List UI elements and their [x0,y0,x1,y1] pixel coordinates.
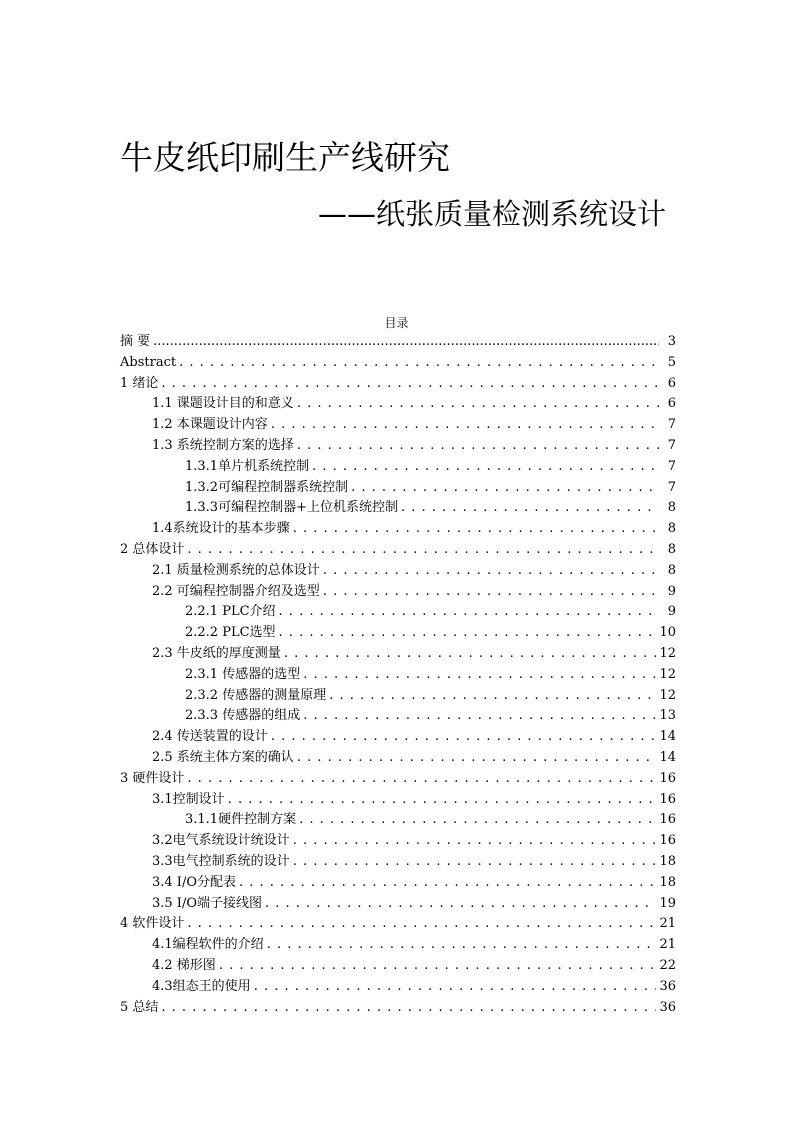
toc-entry-3[interactable] [120,769,676,790]
toc-entry-1[interactable] [120,374,676,395]
document-title: 牛皮纸印刷生产线研究 [120,138,450,177]
toc-entry-title: 2.1 质量检测系统的总体设计 [152,562,320,578]
dot-leader [293,831,657,852]
toc-entry-title: 2 总体设计 [120,541,185,557]
dot-leader [254,977,657,998]
toc-entry-page: 12 [659,645,676,661]
dot-leader [228,790,657,811]
toc-entry-page: 8 [667,562,676,578]
toc-entry-2-2-1[interactable] [120,602,676,623]
toc-entry-page: 21 [659,916,676,932]
toc-entry-page: 19 [659,895,676,911]
dot-leader [284,644,657,665]
dot-leader [187,914,656,935]
toc-entry-page: 7 [667,479,676,495]
dot-leader [299,810,656,831]
toc-entry-3-3[interactable] [120,852,676,873]
toc-entry-page: 5 [667,354,676,370]
dot-leader [303,665,656,686]
toc-entry-2[interactable] [120,540,676,561]
toc-entry-2-3-1[interactable] [120,665,676,686]
toc-entry-page: 8 [667,521,676,537]
dot-leader [297,394,659,415]
toc-entry-1-3-3[interactable] [120,498,676,519]
toc-entry-title: 摘 要 [120,334,151,349]
dot-leader [329,686,656,707]
toc-entry-page: 8 [667,500,676,516]
dot-leader [265,894,656,915]
dot-leader [323,582,659,603]
toc-entry-title: 1.3.2可编程控制器系统控制 [185,479,349,495]
toc-entry-2-2-2[interactable] [120,623,676,644]
dot-leader [279,602,659,623]
toc-entry-4-3[interactable] [120,977,676,998]
toc-entry-3-2[interactable] [120,831,676,852]
toc-entry-3-1-1[interactable] [120,810,676,831]
toc-entry-page: 10 [659,625,676,641]
toc-entry-page: 36 [659,978,676,994]
toc-entry-2-1[interactable] [120,561,676,582]
toc-entry-page: 16 [659,791,676,807]
dot-leader [279,623,657,644]
toc-entry-title: Abstract [120,354,177,370]
toc-entry-title: 4.1编程软件的介绍 [152,937,264,953]
toc-entry-page: 3 [667,334,676,349]
toc-entry-2-2[interactable] [120,582,676,603]
dot-leader [219,956,657,977]
toc-entry-page: 6 [667,396,676,412]
dot-leader [297,436,659,457]
toc-entry-1-3-1[interactable] [120,457,676,478]
toc-entry-title: 1.1 课题设计目的和意义 [152,396,294,412]
toc-entry-page: 21 [659,937,676,953]
toc-entry-title: 1 绪论 [120,375,159,391]
toc-entry-page: 9 [667,583,676,599]
toc-entry-1-1[interactable] [120,394,676,415]
dot-leader [239,873,656,894]
toc-entry-page: 36 [659,999,676,1015]
toc-entry-4[interactable] [120,914,676,935]
dot-leader [297,748,657,769]
toc-entry-title: 3.2电气系统设计统设计 [152,833,290,849]
toc-entry-1-3[interactable] [120,436,676,457]
toc-entry-title: 2.2.1 PLC介绍 [185,604,276,620]
toc-entry-title: 1.2 本课题设计内容 [152,417,268,433]
toc-entry-2-4[interactable] [120,727,676,748]
toc-entry-1-2[interactable] [120,415,676,436]
toc-entry-title: 2.5 系统主体方案的确认 [152,749,294,765]
toc-entry-title: 3.5 I/O端子接线图 [152,895,262,911]
dot-leader [187,769,656,790]
toc-entry-page: 16 [659,812,676,828]
toc-entry-title: 4.3组态王的使用 [152,978,251,994]
toc-entry-page: 12 [659,687,676,703]
toc-entry-page: 18 [659,853,676,869]
toc-entry-page: 7 [667,458,676,474]
toc-entry-2-3-2[interactable] [120,686,676,707]
toc-entry-title: 3.4 I/O分配表 [152,874,236,890]
toc-entry-2-3[interactable] [120,644,676,665]
dot-leader [293,519,659,540]
toc-entry-abstract-cn[interactable] [120,332,676,353]
dot-leader [161,374,659,395]
toc-entry-abstract[interactable] [120,353,676,374]
toc-entry-3-1[interactable] [120,790,676,811]
dot-leader [267,935,657,956]
toc-entry-page: 16 [659,833,676,849]
toc-entry-title: 2.2 可编程控制器介绍及选型 [152,583,320,599]
toc-entry-title: 1.4系统设计的基本步骤 [152,521,290,537]
dot-leader [401,498,659,519]
toc-entry-1-4[interactable] [120,519,676,540]
toc-entry-title: 2.3.1 传感器的选型 [185,666,301,682]
toc-entry-title: 1.3 系统控制方案的选择 [152,437,294,453]
dot-leader [303,706,656,727]
toc-entry-title: 2.2.2 PLC选型 [185,625,276,641]
toc-entry-page: 16 [659,770,676,786]
toc-entry-title: 1.3.3可编程控制器+上位机系统控制 [185,500,398,516]
toc-entry-page: 13 [659,708,676,724]
toc-entry-page: 18 [659,874,676,890]
toc-entry-title: 3.1控制设计 [152,791,225,807]
toc-entry-title: 4.2 梯形图 [152,957,216,973]
dot-leader [271,727,657,748]
toc-entry-title: 2.3.2 传感器的测量原理 [185,687,327,703]
toc-entry-page: 7 [667,417,676,433]
toc-entry-5[interactable] [120,998,676,1019]
toc-entry-page: 8 [667,541,676,557]
dot-leader [293,852,657,873]
toc-entry-page: 12 [659,666,676,682]
toc-entry-title: 5 总结 [120,999,159,1015]
toc-entry-4-1[interactable] [120,935,676,956]
dot-leader [351,478,659,499]
toc-entry-3-5[interactable] [120,894,676,915]
toc-entry-title: 1.3.1单片机系统控制 [185,458,310,474]
dot-leader [179,353,659,374]
toc-entry-4-2[interactable] [120,956,676,977]
dot-leader [312,457,659,478]
toc-entry-page: 14 [659,749,676,765]
toc-entry-2-3-3[interactable] [120,706,676,727]
toc-entry-page: 14 [659,729,676,745]
toc-entry-title: 2.3.3 传感器的组成 [185,708,301,724]
dot-leader [271,415,659,436]
toc-entry-page: 7 [667,437,676,453]
toc-entry-page: 6 [667,375,676,391]
toc-entry-title: 2.3 牛皮纸的厚度测量 [152,645,281,661]
toc-entry-title: 2.4 传送装置的设计 [152,729,268,745]
toc-entry-page: 22 [659,957,676,973]
dot-leader [187,540,659,561]
dot-leader [161,998,656,1019]
toc-entry-title: 4 软件设计 [120,916,185,932]
toc-entry-page: 9 [667,604,676,620]
toc-entry-3-4[interactable] [120,873,676,894]
toc-heading: 目录 [384,316,409,330]
table-of-contents [120,332,676,1018]
toc-entry-2-5[interactable] [120,748,676,769]
dot-leader [153,332,659,353]
document-subtitle: ——纸张质量检测系统设计 [318,197,667,231]
dot-leader [323,561,659,582]
toc-entry-title: 3 硬件设计 [120,770,185,786]
toc-entry-1-3-2[interactable] [120,478,676,499]
toc-entry-title: 3.1.1硬件控制方案 [185,812,297,828]
toc-entry-title: 3.3电气控制系统的设计 [152,853,290,869]
